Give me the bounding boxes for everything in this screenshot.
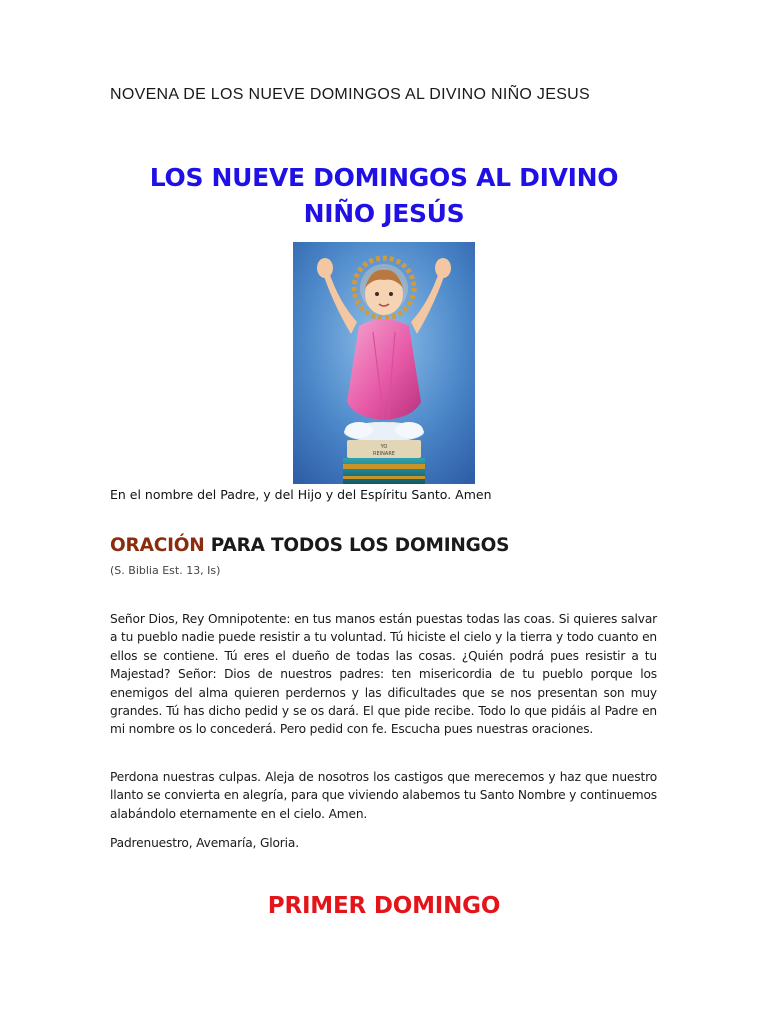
document-header: NOVENA DE LOS NUEVE DOMINGOS AL DIVINO NIÑO JESUS [110,86,590,103]
title-line-2: NIÑO JESÚS [303,199,465,228]
section-heading-accent: ORACIÓN [110,535,205,556]
prayer-closing: Padrenuestro, Avemaría, Gloria. [110,836,299,850]
divino-nino-image [293,242,475,484]
document-title [0,160,768,232]
pedestal-text-line2: REINARE [373,451,395,457]
source-reference: (S. Biblia Est. 13, Is) [110,564,221,577]
section-heading-rest: PARA TODOS LOS DOMINGOS [204,535,510,556]
primer-domingo-heading: PRIMER DOMINGO [267,893,501,919]
title-line-1: LOS NUEVE DOMINGOS AL DIVINO [149,163,619,192]
section-heading [110,535,509,556]
invocation-text: En el nombre del Padre, y del Hijo y del Espíritu Santo. Amen [110,487,492,502]
pedestal-text-line1: YO [380,444,388,450]
prayer-paragraph-1: Señor Dios, Rey Omnipotente: en tus manos están puestas todas las coas. Si quieres salvar a tu pueblo nadie puede resistir a tu voluntad. Tú hiciste el cielo y la tierra y todo cuanto en ellos se contiene. Tú eres el dueño de todas las cosas. ¿Quién podrá pues resistir a tu Majestad? Señor: Dios de nuestros padres: ten misericordia de tu pueblo porque los enemigos del alma quieren perdernos y las dificultades que se nos presentan son muy grandes. Tú has dicho pedid y se os dará. El que pide recibe. Todo lo que pidáis al Padre en mi nombre os lo concederá. Pero pedid con fe. Escucha pues nuestras oraciones. [110,612,657,737]
prayer-paragraph-2: Perdona nuestras culpas. Aleja de nosotros los castigos que merecemos y haz que nuestro llanto se convierta en alegría, para que viviendo alabemos tu Santo Nombre y continuemos alabándolo eternamente en el cielo. Amen. [110,770,657,821]
